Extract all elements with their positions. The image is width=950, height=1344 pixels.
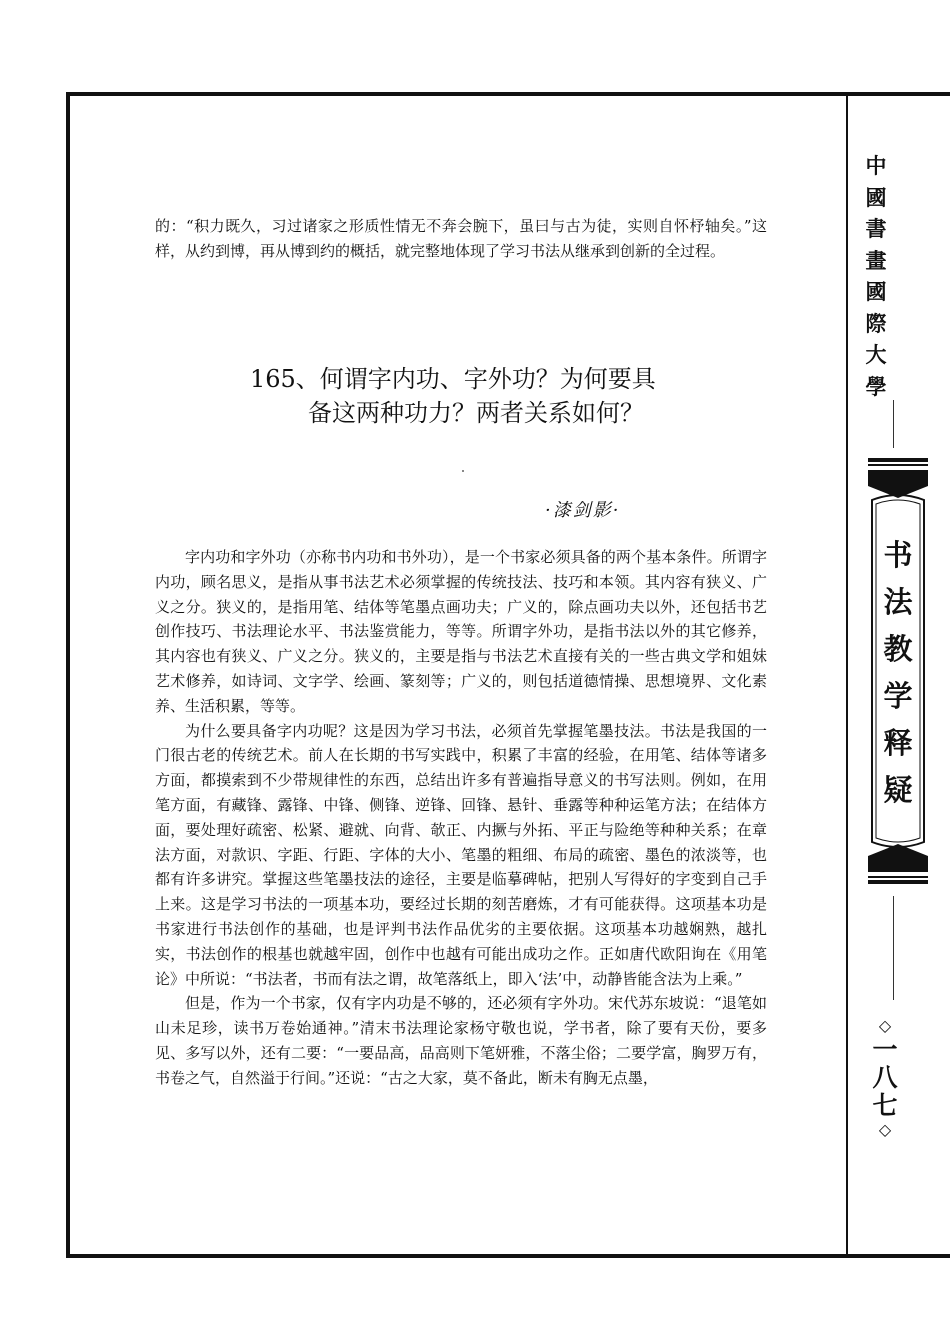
series-title xyxy=(858,150,894,402)
series-title-char: 際 xyxy=(865,310,887,336)
book-title-char: 书 xyxy=(883,538,913,572)
series-title-char: 國 xyxy=(865,279,887,304)
page-number xyxy=(860,1016,910,1140)
series-title-char: 中 xyxy=(865,153,887,178)
side-rule-upper xyxy=(893,400,894,448)
series-title-char: 學 xyxy=(865,373,887,399)
diamond-icon: ◇ xyxy=(878,1120,892,1139)
diamond-icon: ◇ xyxy=(878,1016,892,1035)
page-number-digit: 八 xyxy=(872,1063,898,1092)
book-title-char: 教 xyxy=(883,632,913,666)
speck xyxy=(462,470,464,472)
book-title-char: 疑 xyxy=(883,773,913,807)
book-title xyxy=(866,532,930,814)
page-number-digit: 一 xyxy=(872,1035,898,1064)
section-heading xyxy=(250,362,710,430)
series-title-char: 國 xyxy=(865,184,887,210)
book-title-char: 法 xyxy=(883,585,913,619)
side-rule-lower xyxy=(893,896,894,1000)
article-body xyxy=(155,545,767,1091)
heading-line-2: 备这两种功力？两者关系如何？ xyxy=(308,399,644,427)
book-title-char: 释 xyxy=(883,726,913,760)
body-paragraph: 字内功和字外功（亦称书内功和书外功），是一个书家必须具备的两个基本条件。所谓字内功，顾名思义，是指从事书法艺术必须掌握的传统技法、技巧和本领。其内容有狭义、广义之分。狭义的，是指用笔、结体等笔墨点画功夫；广义的，除点画功夫以外，还包括书艺创作技巧、书法理论水平、书法鉴赏能力，等等。所谓字外功，是指书法以外的其它修养，其内容也有狭义、广义之分。狭义的，主要是指与书法艺术直接有关的一些古典文学和姐妹艺术修养，如诗词、文字学、绘画、篆刻等；广义的，则包括道德情操、思想境界、文化素养、生活积累，等等。 xyxy=(155,548,767,715)
series-title-char: 大 xyxy=(865,342,887,367)
heading-line-1: 165、何谓字内功、字外功？为何要具 xyxy=(250,365,656,393)
body-paragraph: 为什么要具备字内功呢？这是因为学习书法，必须首先掌握笔墨技法。书法是我国的一门很古老的传统艺术。前人在长期的书写实践中，积累了丰富的经验，在用笔、结体等诸多方面，都摸索到不少带规律性的东西，总结出许多有普遍指导意义的书写法则。例如，在用笔方面，有藏锋、露锋、中锋、侧锋、逆锋、回锋、悬针、垂露等种种运笔方法；在结体方面，要处理好疏密、松紧、避就、向背、欹正、内撅与外拓、平正与险绝等种种关系；在章法方面，对款识、字距、行距、字体的大小、笔墨的粗细、布局的疏密、墨色的浓淡等，也都有许多讲究。掌握这些笔墨技法的途径，主要是临摹碑帖，把别人写得好的字变到自己手上来。这是学习书法的一项基本功，要经过长期的刻苦磨炼，才有可能获得。这项基本功是书家进行书法创作的基础，也是评判书法作品优劣的主要依据。这项基本功越娴熟，越扎实，书法创作的根基也就越牢固，创作中也越有可能出成功之作。正如唐代欧阳询在《用笔论》中所说：“书法者，书而有法之谓，故笔落纸上，即入‘法’中，动静皆能含法为上乘。” xyxy=(155,721,767,988)
page-number-digit: 七 xyxy=(872,1091,898,1120)
intro-paragraph: 的：“积力既久，习过诸家之形质性情无不奔会腕下，虽曰与古为徒，实则自怀杼轴矣。”这样，从约到博，再从博到约的概括，就完整地体现了学习书法从继承到创新的全过程。 xyxy=(155,217,767,260)
body-paragraph: 但是，作为一个书家，仅有字内功是不够的，还必须有字外功。宋代苏东坡说：“退笔如山未足珍，读书万卷始通神。”清末书法理论家杨守敬也说，学书者，除了要有天份，要多见、多写以外，还有二要：“一要品高，品高则下笔妍雅，不落尘俗；二要学富，胸罗万有，书卷之气，自然溢于行间。”还说：“古之大家，莫不备此，断未有胸无点墨， xyxy=(155,994,767,1087)
author-byline: ·漆剑影· xyxy=(545,500,621,521)
frame-bottom-edge-right xyxy=(854,1254,950,1258)
book-title-char: 学 xyxy=(883,679,913,713)
frame-top-edge-right xyxy=(854,92,950,96)
frame-divider xyxy=(846,92,848,1258)
series-title-char: 書 xyxy=(865,216,887,241)
intro-text xyxy=(155,214,767,264)
series-title-char: 畫 xyxy=(865,247,887,273)
book-title-cartouche xyxy=(866,456,930,888)
